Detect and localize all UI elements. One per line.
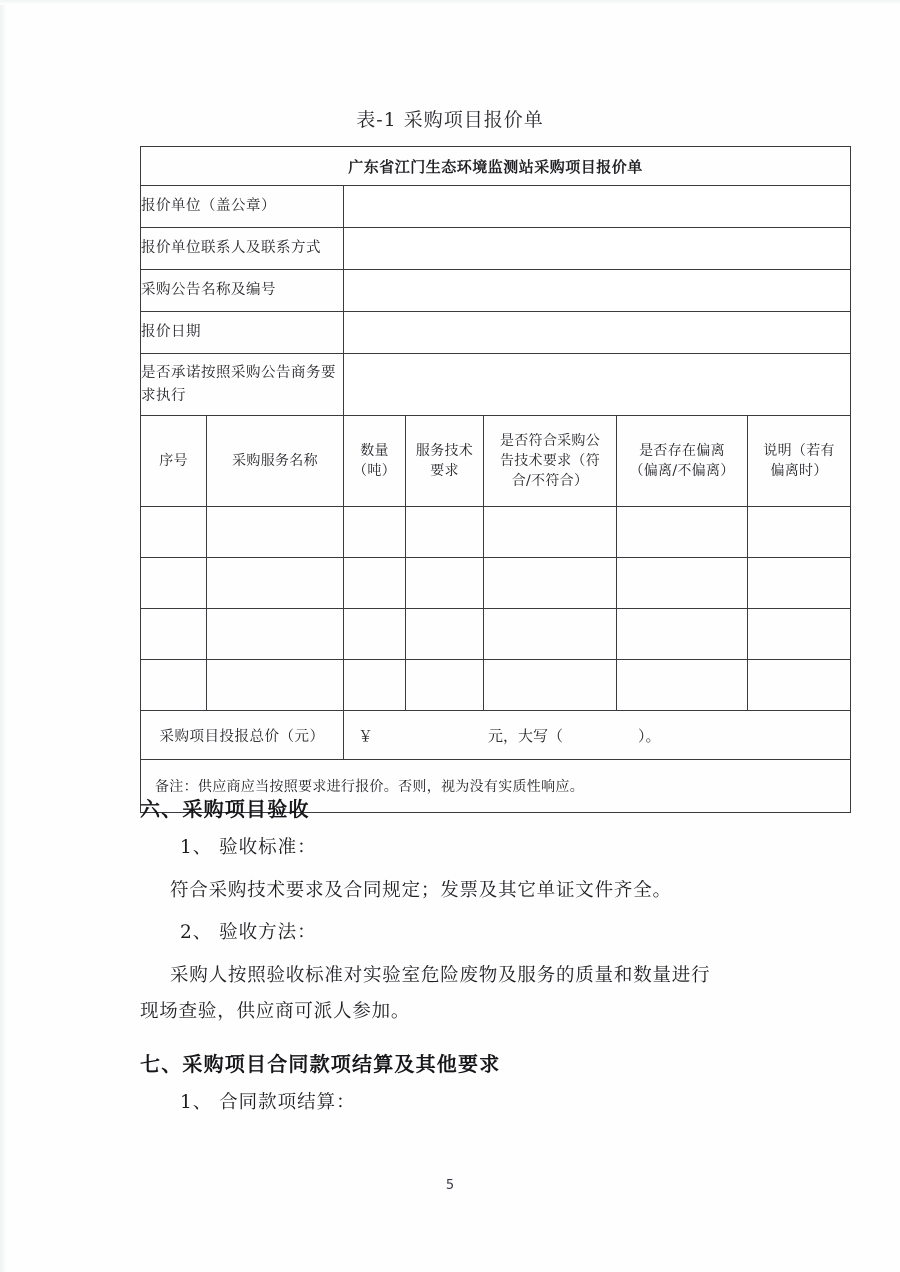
label-total-price: 采购项目投报总价（元）: [141, 711, 344, 760]
table-row-quote-date: [141, 312, 851, 354]
sub-item-label-acceptance-standard: 1、 验收标准：: [180, 837, 317, 858]
page-number: 5: [445, 1178, 455, 1193]
cell-index[interactable]: [141, 558, 207, 609]
cell-deviation[interactable]: [617, 507, 748, 558]
quotation-table: [140, 146, 851, 813]
column-header-tech-requirement: [406, 416, 484, 507]
sub-item-label-contract-settlement: 1、 合同款项结算：: [180, 1092, 356, 1113]
cell-deviation[interactable]: [617, 558, 748, 609]
label-announcement: 采购公告名称及编号: [141, 270, 344, 312]
paragraph-acceptance-standard: 符合采购技术要求及合同规定；发票及其它单证文件齐全。: [170, 880, 672, 901]
cell-remark[interactable]: [748, 507, 851, 558]
section-settlement-item-1: [140, 1088, 860, 1114]
paragraph-acceptance-method-line-2: 现场查验，供应商可派人参加。: [140, 1001, 411, 1023]
column-header-service-name-line-1: 采购服务名称: [232, 452, 318, 469]
cell-compliance[interactable]: [484, 660, 617, 711]
cell-service-name[interactable]: [207, 558, 344, 609]
currency-symbol: ￥: [358, 726, 374, 745]
section-acceptance-item-2-body: [140, 958, 860, 1030]
cell-quantity[interactable]: [344, 660, 406, 711]
section-acceptance-item-1-body: [140, 873, 860, 909]
table-row-total-price: [141, 711, 851, 760]
column-header-remark-line-1: 说明（若有: [763, 442, 835, 459]
table-row-bidder-unit: [141, 186, 851, 228]
table-note: 备注：供应商应当按照要求进行报价。否则，视为没有实质性响应。: [141, 760, 851, 813]
column-header-tech-requirement-line-1: 服务技术: [415, 442, 474, 459]
cell-tech-requirement[interactable]: [406, 609, 484, 660]
cell-index[interactable]: [141, 507, 207, 558]
field-commitment[interactable]: [344, 354, 851, 416]
column-header-compliance: [484, 416, 617, 507]
section-settlement: [140, 1048, 860, 1077]
section-acceptance-item-2: [140, 918, 860, 944]
column-header-index: [141, 416, 207, 507]
column-header-remark-line-2: 偏离时）: [770, 463, 828, 479]
column-header-deviation-line-2: （偏离/不偏离）: [629, 463, 735, 479]
table-row: [141, 507, 851, 558]
column-header-deviation: [617, 416, 748, 507]
column-header-deviation-line-1: 是否存在偏离: [639, 442, 725, 459]
column-header-quantity: [344, 416, 406, 507]
field-bidder-unit[interactable]: [344, 186, 851, 228]
cell-quantity[interactable]: [344, 507, 406, 558]
quotation-table-title: 广东省江门生态环境监测站采购项目报价单: [141, 147, 851, 186]
table-row-contact: [141, 228, 851, 270]
cell-service-name[interactable]: [207, 660, 344, 711]
paragraph-acceptance-method-line-1: 采购人按照验收标准对实验室危险废物及服务的质量和数量进行: [170, 965, 711, 986]
cell-tech-requirement[interactable]: [406, 558, 484, 609]
label-contact: 报价单位联系人及联系方式: [141, 228, 344, 270]
cell-deviation[interactable]: [617, 660, 748, 711]
table-row: [141, 660, 851, 711]
cell-index[interactable]: [141, 660, 207, 711]
section-heading-acceptance: 六、采购项目验收: [140, 797, 310, 821]
table-row-announcement: [141, 270, 851, 312]
cell-tech-requirement[interactable]: [406, 507, 484, 558]
column-header-compliance-line-2: 告技术要求（符: [499, 452, 601, 469]
column-header-compliance-line-1: 是否符合采购公: [499, 432, 601, 449]
column-header-tech-requirement-line-2: 要求: [430, 463, 459, 479]
cell-remark[interactable]: [748, 558, 851, 609]
column-header-remark: [748, 416, 851, 507]
table-caption: 表-1 采购项目报价单: [356, 109, 544, 131]
field-quote-date[interactable]: [344, 312, 851, 354]
section-acceptance: [140, 793, 860, 822]
cell-remark[interactable]: [748, 660, 851, 711]
table-row-commitment: [141, 354, 851, 416]
quotation-table-title-row: [141, 147, 851, 186]
cell-index[interactable]: [141, 609, 207, 660]
cell-tech-requirement[interactable]: [406, 660, 484, 711]
table-row: [141, 609, 851, 660]
cell-compliance[interactable]: [484, 558, 617, 609]
column-header-index-line-1: 序号: [159, 452, 188, 469]
column-header-row: [141, 416, 851, 507]
section-acceptance-item-1: [140, 833, 860, 859]
label-bidder-unit: 报价单位（盖公章）: [141, 186, 344, 228]
label-commitment: 是否承诺按照采购公告商务要求执行: [141, 354, 344, 416]
field-total-price[interactable]: [344, 711, 851, 760]
label-quote-date: 报价日期: [141, 312, 344, 354]
cell-compliance[interactable]: [484, 507, 617, 558]
sub-item-label-acceptance-method: 2、 验收方法：: [180, 922, 317, 943]
table-row: [141, 558, 851, 609]
column-header-quantity-line-1: 数量: [360, 442, 389, 459]
cell-compliance[interactable]: [484, 609, 617, 660]
cell-service-name[interactable]: [207, 609, 344, 660]
column-header-compliance-line-3: 合/不符合）: [511, 473, 589, 490]
cell-deviation[interactable]: [617, 609, 748, 660]
field-announcement[interactable]: [344, 270, 851, 312]
column-header-quantity-line-2: （吨）: [353, 463, 396, 479]
cell-remark[interactable]: [748, 609, 851, 660]
cell-quantity[interactable]: [344, 558, 406, 609]
column-header-service-name: [207, 416, 344, 507]
field-contact[interactable]: [344, 228, 851, 270]
cell-quantity[interactable]: [344, 609, 406, 660]
cell-service-name[interactable]: [207, 507, 344, 558]
total-price-unit-label: 元，大写（: [488, 726, 564, 745]
scan-edge-left: [0, 0, 7, 1272]
scan-edge-top: [0, 0, 900, 5]
section-heading-settlement: 七、采购项目合同款项结算及其他要求: [140, 1052, 501, 1076]
total-price-close-label: ）。: [638, 726, 661, 745]
